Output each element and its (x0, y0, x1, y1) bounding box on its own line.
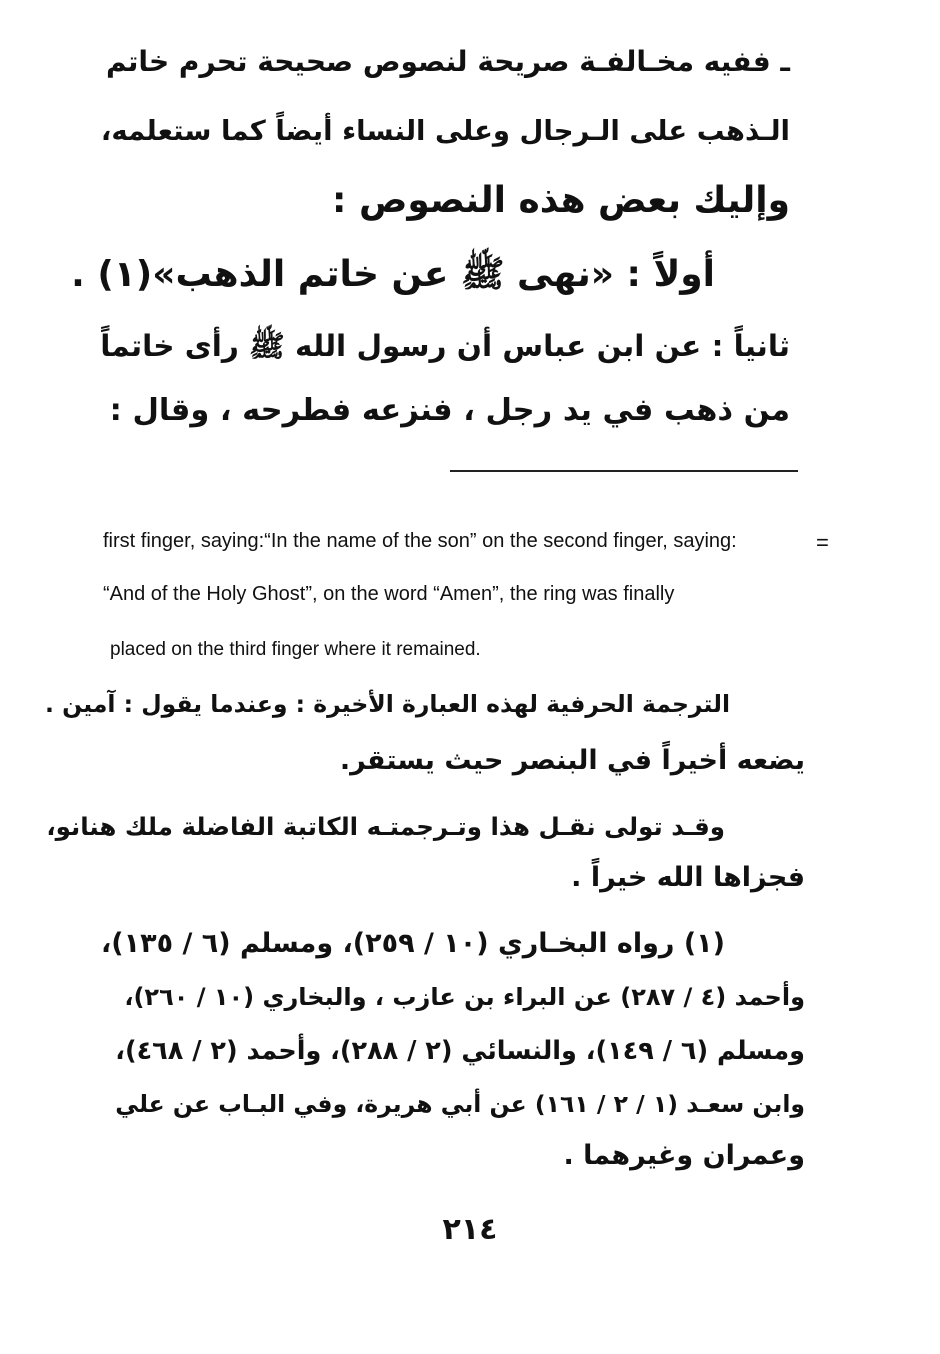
translation-line-2: يضعه أخيراً في البنصر حيث يستقر. (339, 745, 805, 776)
footnote-1-line-3: ومسلم (٦ / ١٤٩)، والنسائي (٢ / ٢٨٨)، وأحمد (٢ / ٤٦٨)، (115, 1036, 805, 1066)
footnote-separator (450, 470, 798, 472)
main-text-line-3: وإليك بعض هذه النصوص : (332, 180, 790, 221)
main-text-line-5: ثانياً : عن ابن عباس أن رسول الله ﷺ رأى خاتماً (100, 329, 790, 363)
credit-line-1: وقـد تولى نقـل هذا وتـرجمتـه الكاتبة الفاضلة ملك هنانو، (46, 812, 725, 841)
footnote-1-line-5: وعمران وغيرهما . (563, 1140, 805, 1171)
credit-line-2: فجزاها الله خيراً . (571, 862, 805, 893)
translation-line-1: الترجمة الحرفية لهذه العبارة الأخيرة : وعندما يقول : آمين . (45, 690, 730, 718)
footnote-1-line-4: وابن سعـد (١ / ٢ / ١٦١) عن أبي هريرة، وفي البـاب عن علي (115, 1090, 805, 1118)
footnote-1-line-2: وأحمد (٤ / ٢٨٧) عن البراء بن عازب ، والبخاري (١٠ / ٢٦٠)، (124, 983, 805, 1011)
main-text-line-2: الـذهب على الـرجال وعلى النساء أيضاً كما ستعلمه، (100, 115, 790, 147)
footnote-1-line-1: (١) رواه البخـاري (١٠ / ٢٥٩)، ومسلم (٦ / ١٣٥)، (101, 928, 725, 959)
page-number: ٢١٤ (442, 1212, 498, 1247)
english-line-2: “And of the Holy Ghost”, on the word “Amen”, the ring was finally (103, 583, 675, 605)
english-line-1: first finger, saying:“In the name of the son” on the second finger, saying: (103, 530, 737, 552)
main-text-line-1: ـ ففيه مخـالفـة صريحة لنصوص صحيحة تحرم خاتم (105, 45, 790, 78)
main-text-line-4: أولاً : «نهى ﷺ عن خاتم الذهب»(١) . (71, 254, 715, 295)
continuation-marker: = (816, 530, 829, 555)
english-line-3: placed on the third finger where it remained. (110, 639, 481, 660)
main-text-line-6: من ذهب في يد رجل ، فنزعه فطرحه ، وقال : (109, 393, 790, 428)
